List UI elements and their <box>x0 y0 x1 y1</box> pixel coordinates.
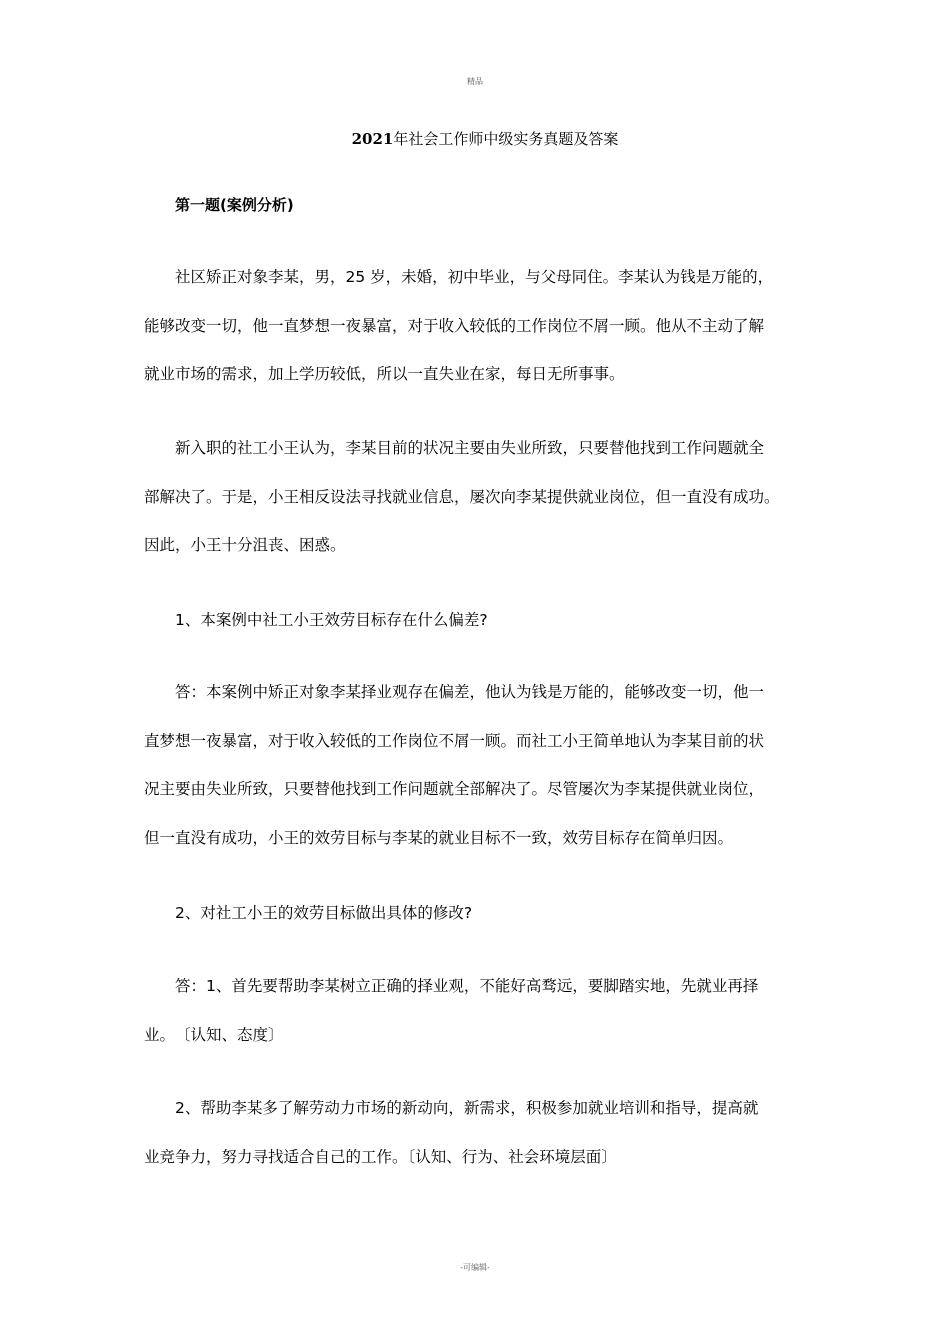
answer-1 <box>144 668 814 862</box>
question-line: 2、对社工小王的效劳目标做出具体的修改? <box>175 904 473 922</box>
document-title <box>0 128 950 150</box>
answer-line: 直梦想一夜暴富，对于收入较低的工作岗位不屑一顾。而社工小王简单地认为李某目前的状 <box>144 731 765 750</box>
title-year: 2021 <box>351 130 394 148</box>
paragraph-line: 部解决了。于是，小王相反设法寻找就业信息，屡次向李某提供就业岗位，但一直没有成功。 <box>144 487 780 506</box>
title-text: 年社会工作师中级实务真题及答案 <box>393 130 619 148</box>
answer-line: 业。 〔认知、态度〕 <box>144 1025 284 1044</box>
page-header-mark: 精品 <box>467 77 483 86</box>
paragraph-line: 因此，小王十分沮丧、困惑。 <box>144 536 346 555</box>
question-1 <box>144 596 814 645</box>
paragraph-line: 社区矫正对象李某，男，25 岁，未婚，初中毕业，与父母同住。李某认为钱是万能的， <box>175 268 774 286</box>
paragraph-line: 就业市场的需求，加上学历较低，所以一直失业在家，每日无所事事。 <box>144 365 625 384</box>
paragraph-case-background <box>144 253 814 399</box>
answer-line: 况主要由失业所致，只要替他找到工作问题就全部解决了。尽管屡次为李某提供就业岗位， <box>144 780 765 799</box>
question-line: 1、本案例中社工小王效劳目标存在什么偏差? <box>175 611 488 629</box>
paragraph-social-worker-view <box>144 424 814 570</box>
section-heading: 第一题(案例分析) <box>175 196 294 214</box>
answer-line: 业竞争力，努力寻找适合自己的工作。〔认知、行为、社会环境层面〕 <box>144 1147 617 1166</box>
paragraph-line: 能够改变一切，他一直梦想一夜暴富，对于收入较低的工作岗位不屑一顾。他从不主动了解 <box>144 316 765 335</box>
answer-2-item-1 <box>144 962 814 1059</box>
answer-line: 答：1、首先要帮助李某树立正确的择业观，不能好高骛远，要脚踏实地，先就业再择 <box>175 977 759 995</box>
answer-line: 2、帮助李某多了解劳动力市场的新动向，新需求，积极参加就业培训和指导，提高就 <box>175 1099 759 1117</box>
page-footer-mark: -可编辑- <box>460 1263 490 1272</box>
answer-line: 答：本案例中矫正对象李某择业观存在偏差，他认为钱是万能的，能够改变一切，他一 <box>175 683 765 701</box>
answer-2-item-2 <box>144 1084 814 1181</box>
question-2 <box>144 889 814 938</box>
paragraph-line: 新入职的社工小王认为，李某目前的状况主要由失业所致，只要替他找到工作问题就全 <box>175 439 765 457</box>
answer-line: 但一直没有成功，小王的效劳目标与李某的就业目标不一致，效劳目标存在简单归因。 <box>144 828 734 847</box>
